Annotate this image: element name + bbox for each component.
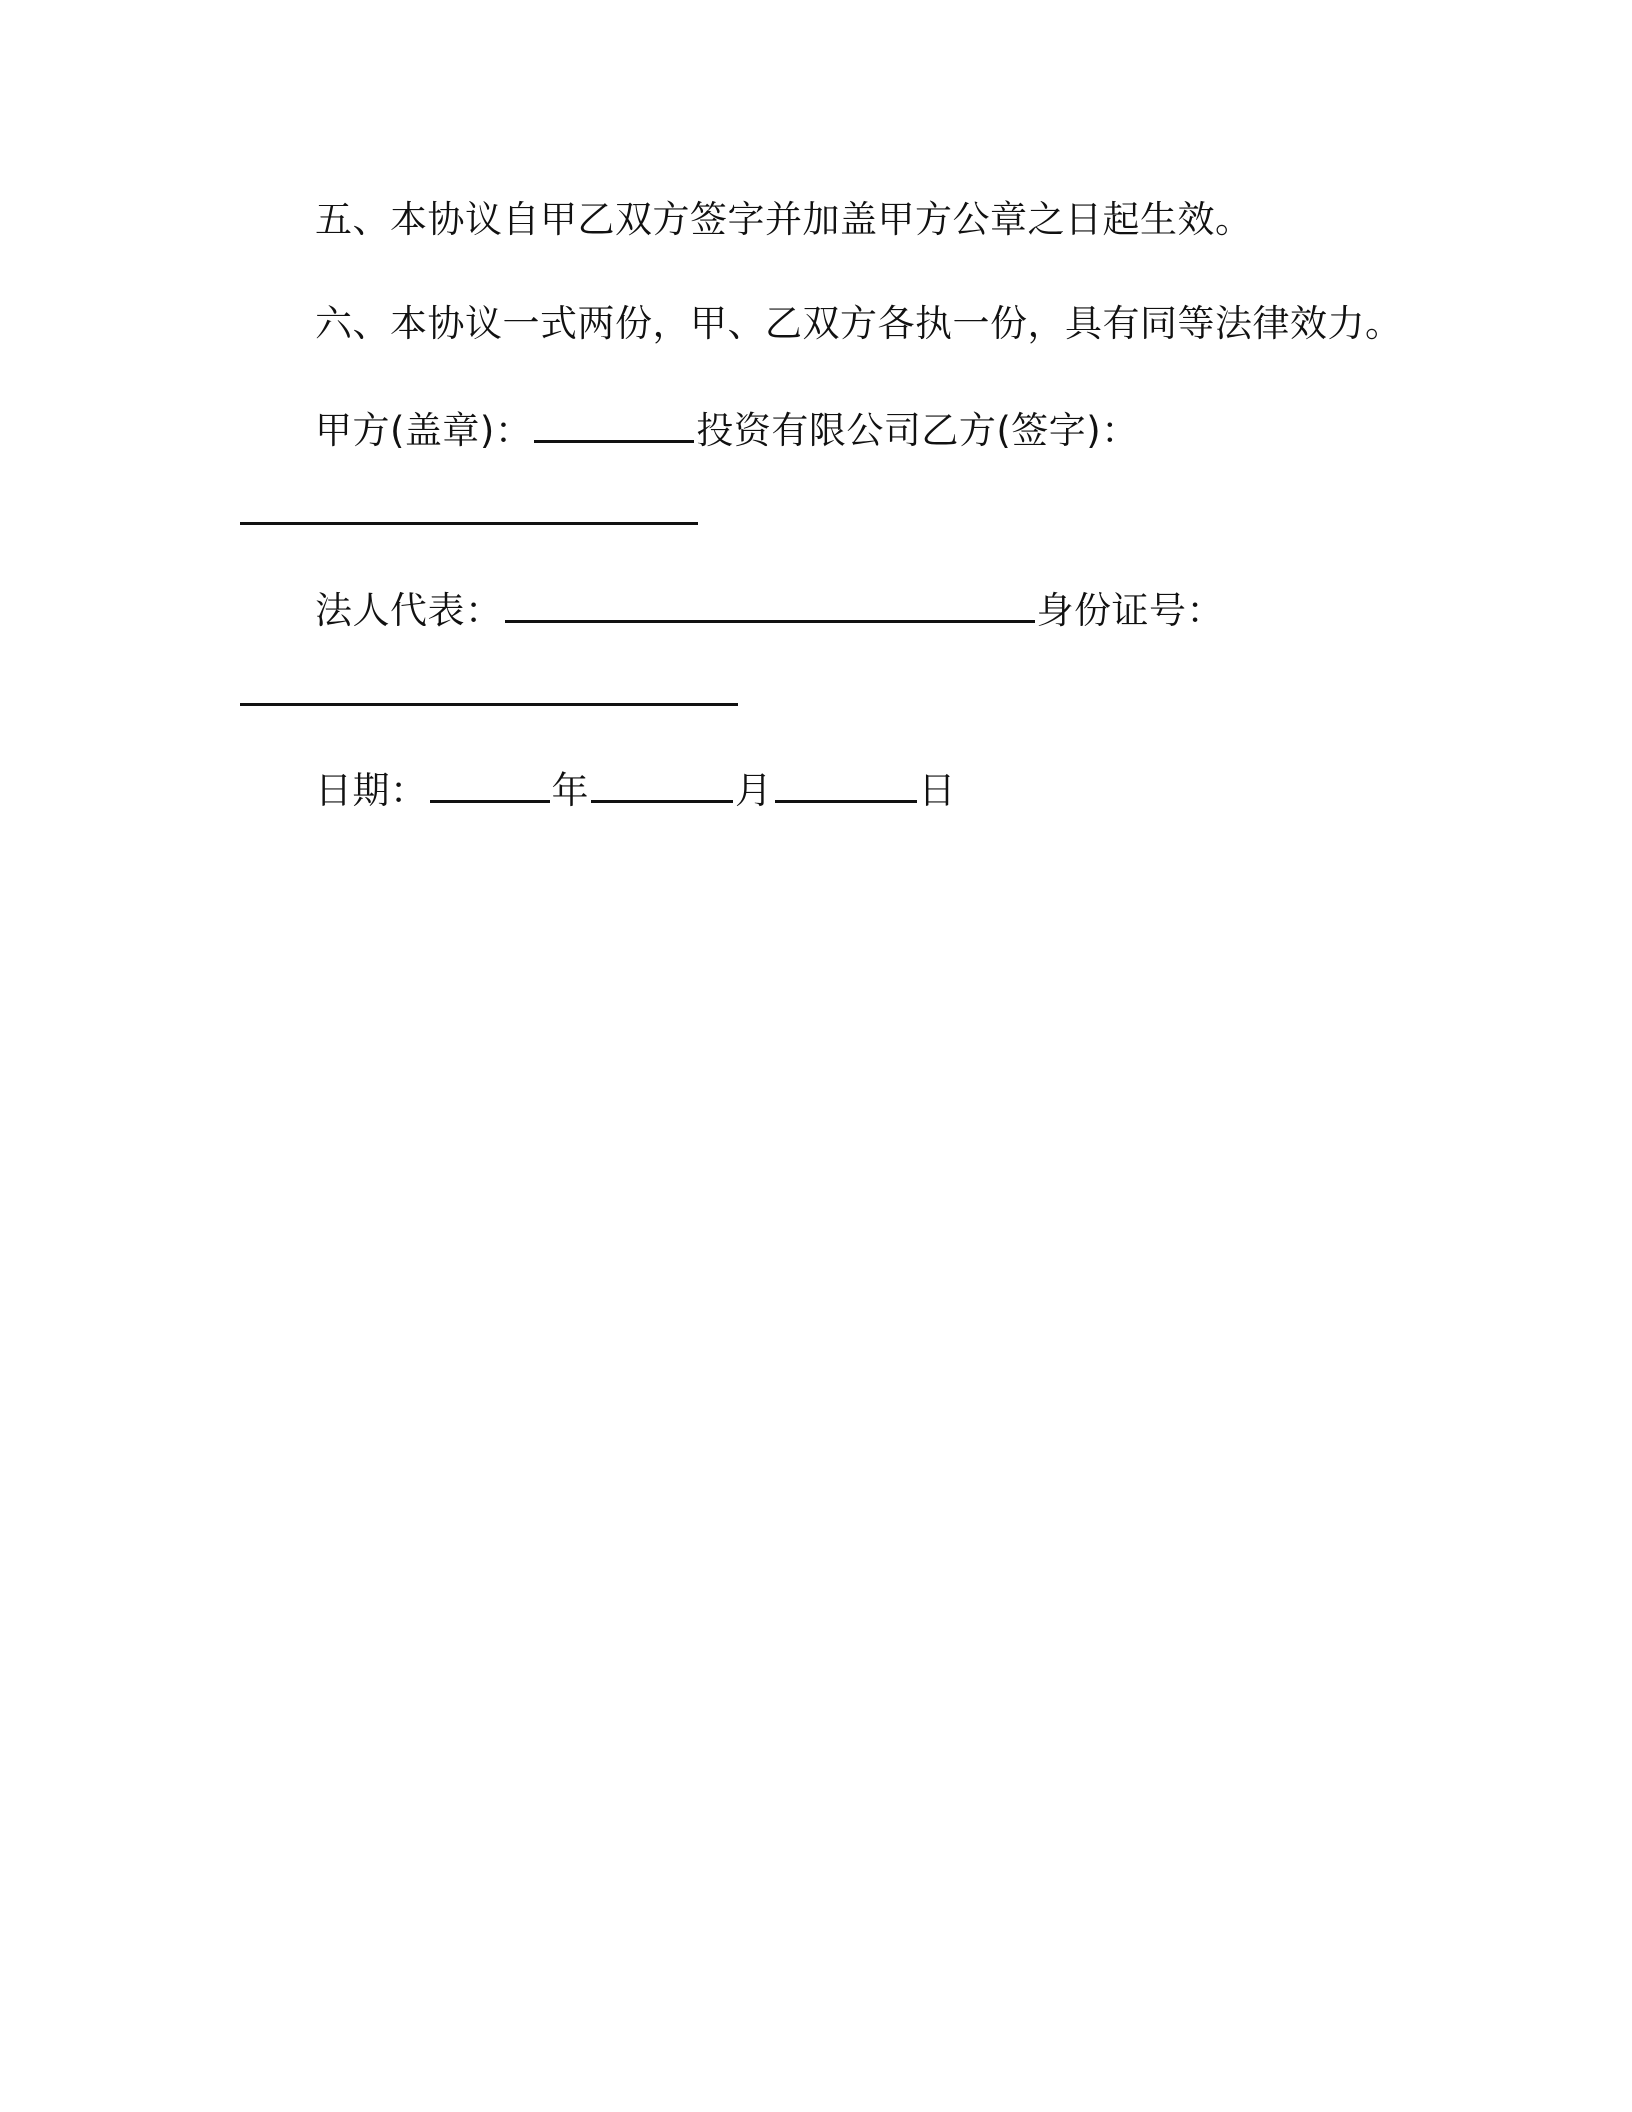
- party-a-label: 甲方(盖章)：: [315, 409, 533, 452]
- month-blank[interactable]: [591, 764, 733, 803]
- legal-rep-blank[interactable]: [505, 584, 1035, 623]
- party-b-label: 乙方(签字)：: [921, 409, 1139, 452]
- clause-five: [315, 196, 1253, 244]
- day-blank[interactable]: [775, 764, 917, 803]
- day-label: 日: [918, 769, 956, 812]
- clause-six-text: 六、本协议一式两份，甲、乙双方各执一份，具有同等法律效力。: [315, 302, 1403, 345]
- legal-rep-line: [315, 584, 1224, 635]
- clause-five-text: 五、本协议自甲乙双方签字并加盖甲方公章之日起生效。: [315, 198, 1253, 241]
- company-name-blank[interactable]: [534, 404, 694, 443]
- party-signature-line: [315, 404, 1139, 455]
- date-label: 日期：: [315, 769, 428, 812]
- month-label: 月: [735, 769, 773, 812]
- id-number-label: 身份证号：: [1036, 589, 1224, 632]
- clause-six: [315, 300, 1403, 348]
- legal-rep-label: 法人代表：: [315, 589, 503, 632]
- company-suffix: 投资有限公司: [696, 409, 922, 452]
- year-blank[interactable]: [430, 764, 550, 803]
- party-b-signature-blank[interactable]: [240, 522, 698, 525]
- id-number-blank[interactable]: [240, 703, 738, 706]
- date-line: [315, 764, 956, 815]
- year-label: 年: [551, 769, 589, 812]
